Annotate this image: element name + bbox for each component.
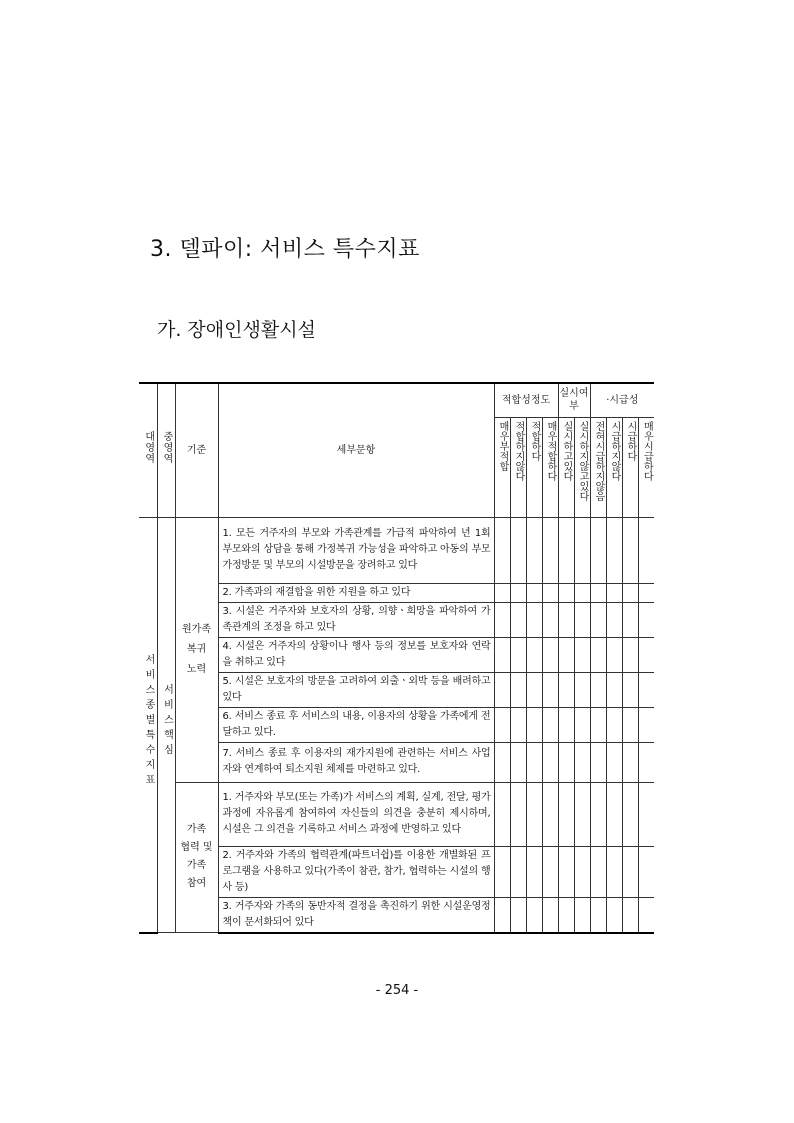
rating-cell[interactable]	[494, 742, 510, 782]
rating-cell[interactable]	[510, 742, 526, 782]
rating-cell[interactable]	[526, 897, 542, 933]
rating-cell[interactable]	[542, 897, 558, 933]
rating-cell[interactable]	[638, 707, 654, 742]
rating-cell[interactable]	[558, 742, 574, 782]
rating-cell[interactable]	[590, 602, 606, 637]
option-label: 매우적합하다	[542, 417, 558, 517]
rating-cell[interactable]	[526, 846, 542, 897]
criterion-family-participation: 가족 협력 및 가족 참여	[175, 782, 218, 933]
rating-cell[interactable]	[590, 897, 606, 933]
rating-cell[interactable]	[542, 602, 558, 637]
rating-cell[interactable]	[526, 782, 542, 846]
rating-cell[interactable]	[638, 672, 654, 707]
option-label: 전혀시급하지않음	[590, 417, 606, 517]
rating-cell[interactable]	[510, 517, 526, 583]
rating-cell[interactable]	[590, 846, 606, 897]
option-label: 실시하지않고있다	[574, 417, 590, 517]
header-criterion: 기준	[175, 383, 218, 517]
rating-cell[interactable]	[590, 742, 606, 782]
rating-cell[interactable]	[494, 637, 510, 672]
rating-cell[interactable]	[558, 637, 574, 672]
rating-cell[interactable]	[606, 517, 622, 583]
middle-domain-cell: 서비스핵심	[157, 517, 175, 933]
rating-cell[interactable]	[622, 672, 638, 707]
rating-cell[interactable]	[638, 846, 654, 897]
rating-cell[interactable]	[622, 517, 638, 583]
rating-cell[interactable]	[622, 782, 638, 846]
rating-cell[interactable]	[558, 782, 574, 846]
rating-cell[interactable]	[622, 637, 638, 672]
rating-cell[interactable]	[542, 672, 558, 707]
header-middle-domain: 중영역	[157, 383, 175, 517]
rating-cell[interactable]	[558, 672, 574, 707]
rating-cell[interactable]	[622, 583, 638, 602]
detail-item: 3. 거주자와 가족의 동반자적 결정을 촉진하기 위한 시설운영정책이 문서화되어 있다	[218, 897, 494, 933]
option-label: 매우시급하다	[638, 417, 654, 517]
rating-cell[interactable]	[638, 583, 654, 602]
rating-cell[interactable]	[638, 517, 654, 583]
rating-cell[interactable]	[638, 782, 654, 846]
rating-cell[interactable]	[542, 846, 558, 897]
rating-cell[interactable]	[622, 897, 638, 933]
rating-cell[interactable]	[510, 672, 526, 707]
rating-cell[interactable]	[590, 637, 606, 672]
rating-cell[interactable]	[574, 517, 590, 583]
rating-cell[interactable]	[574, 672, 590, 707]
detail-item: 2. 가족과의 재결합을 위한 지원을 하고 있다	[218, 583, 494, 602]
rating-cell[interactable]	[574, 602, 590, 637]
detail-item: 1. 모든 거주자의 부모와 가족관계를 가급적 파악하여 년 1회 부모와의 상담을 통해 가정복귀 가능성을 파악하고 아동의 부모가정방문 및 부모의 시설방문을 장려하고 있다	[218, 517, 494, 583]
rating-cell[interactable]	[494, 782, 510, 846]
rating-cell[interactable]	[606, 637, 622, 672]
rating-cell[interactable]	[558, 846, 574, 897]
rating-cell[interactable]	[542, 637, 558, 672]
rating-cell[interactable]	[542, 707, 558, 742]
detail-item: 1. 거주자와 부모(또는 가족)가 서비스의 계획, 실계, 전달, 평가 과정에 자유롭게 참여하여 자신들의 의견을 충분히 제시하며, 시설은 그 의견을 기록하고 서비스 과정에 반영하고 있다	[218, 782, 494, 846]
option-label: 시급하다	[622, 417, 638, 517]
rating-cell[interactable]	[526, 602, 542, 637]
rating-cell[interactable]	[622, 742, 638, 782]
rating-cell[interactable]	[590, 583, 606, 602]
page-number: - 254 -	[375, 983, 419, 998]
detail-item: 5. 시설은 보호자의 방문을 고려하여 외출ㆍ외박 등을 배려하고 있다	[218, 672, 494, 707]
rating-cell[interactable]	[542, 782, 558, 846]
option-label: 시급하지않다	[606, 417, 622, 517]
header-group-implementation: 실시여부	[558, 383, 590, 417]
rating-cell[interactable]	[622, 846, 638, 897]
rating-cell[interactable]	[606, 846, 622, 897]
rating-cell[interactable]	[526, 583, 542, 602]
detail-item: 4. 시설은 거주자의 상황이나 행사 등의 정보를 보호자와 연락을 취하고 있다	[218, 637, 494, 672]
rating-cell[interactable]	[510, 602, 526, 637]
rating-cell[interactable]	[542, 517, 558, 583]
rating-cell[interactable]	[606, 897, 622, 933]
rating-cell[interactable]	[638, 897, 654, 933]
rating-cell[interactable]	[510, 637, 526, 672]
rating-cell[interactable]	[558, 602, 574, 637]
rating-cell[interactable]	[542, 742, 558, 782]
rating-cell[interactable]	[590, 782, 606, 846]
rating-cell[interactable]	[590, 672, 606, 707]
header-group-urgency: ·시급성	[590, 383, 654, 417]
detail-item: 6. 서비스 종료 후 서비스의 내용, 이용자의 상황을 가족에게 전달하고 있다.	[218, 707, 494, 742]
rating-cell[interactable]	[510, 846, 526, 897]
header-major-domain: 대영역	[139, 383, 157, 517]
criterion-family-return: 원가족 복귀 노력	[175, 517, 218, 782]
rating-cell[interactable]	[606, 742, 622, 782]
rating-cell[interactable]	[526, 672, 542, 707]
rating-cell[interactable]	[494, 602, 510, 637]
rating-cell[interactable]	[494, 517, 510, 583]
rating-cell[interactable]	[606, 707, 622, 742]
rating-cell[interactable]	[590, 517, 606, 583]
rating-cell[interactable]	[510, 583, 526, 602]
rating-cell[interactable]	[638, 637, 654, 672]
rating-cell[interactable]	[558, 707, 574, 742]
rating-cell[interactable]	[590, 707, 606, 742]
option-label: 적합하다	[526, 417, 542, 517]
rating-cell[interactable]	[574, 897, 590, 933]
rating-cell[interactable]	[638, 742, 654, 782]
header-detail: 세부문항	[218, 383, 494, 517]
rating-cell[interactable]	[526, 742, 542, 782]
major-domain-cell: 서비스종별특수지표	[139, 517, 157, 933]
rating-cell[interactable]	[558, 897, 574, 933]
rating-cell[interactable]	[574, 782, 590, 846]
rating-cell[interactable]	[638, 602, 654, 637]
rating-cell[interactable]	[606, 602, 622, 637]
rating-cell[interactable]	[574, 637, 590, 672]
rating-cell[interactable]	[542, 583, 558, 602]
rating-cell[interactable]	[494, 846, 510, 897]
rating-cell[interactable]	[622, 602, 638, 637]
rating-cell[interactable]	[606, 782, 622, 846]
rating-cell[interactable]	[526, 517, 542, 583]
rating-cell[interactable]	[494, 583, 510, 602]
rating-cell[interactable]	[510, 707, 526, 742]
detail-item: 2. 거주자와 가족의 협력관계(파트너쉽)를 이용한 개별화된 프로그램을 사용하고 있다(가족이 참관, 참가, 협력하는 시설의 행사 등)	[218, 846, 494, 897]
option-label: 실시하고있다	[558, 417, 574, 517]
rating-cell[interactable]	[606, 583, 622, 602]
detail-item: 7. 서비스 종료 후 이용자의 재가지원에 관련하는 서비스 사업자와 연계하여 퇴소지원 체제를 마련하고 있다.	[218, 742, 494, 782]
rating-cell[interactable]	[510, 782, 526, 846]
rating-cell[interactable]	[558, 517, 574, 583]
rating-cell[interactable]	[494, 897, 510, 933]
rating-cell[interactable]	[606, 672, 622, 707]
rating-cell[interactable]	[558, 583, 574, 602]
rating-cell[interactable]	[526, 707, 542, 742]
rating-cell[interactable]	[494, 672, 510, 707]
rating-cell[interactable]	[622, 707, 638, 742]
subsection-heading: 가. 장애인생활시설	[157, 319, 316, 341]
rating-cell[interactable]	[526, 637, 542, 672]
rating-cell[interactable]	[510, 897, 526, 933]
option-label: 매우부적합	[494, 417, 510, 517]
delphi-survey-table	[139, 382, 654, 934]
option-label: 적합하지않다	[510, 417, 526, 517]
detail-item: 3. 시설은 거주자와 보호자의 상황, 의향ㆍ희망을 파악하여 가족관계의 조정을 하고 있다	[218, 602, 494, 637]
rating-cell[interactable]	[494, 707, 510, 742]
rating-cell[interactable]	[574, 583, 590, 602]
rating-cell[interactable]	[574, 742, 590, 782]
section-heading: 3. 델파이: 서비스 특수지표	[150, 237, 420, 262]
rating-cell[interactable]	[574, 707, 590, 742]
rating-cell[interactable]	[574, 846, 590, 897]
header-group-fit: 적합성정도	[494, 383, 558, 417]
